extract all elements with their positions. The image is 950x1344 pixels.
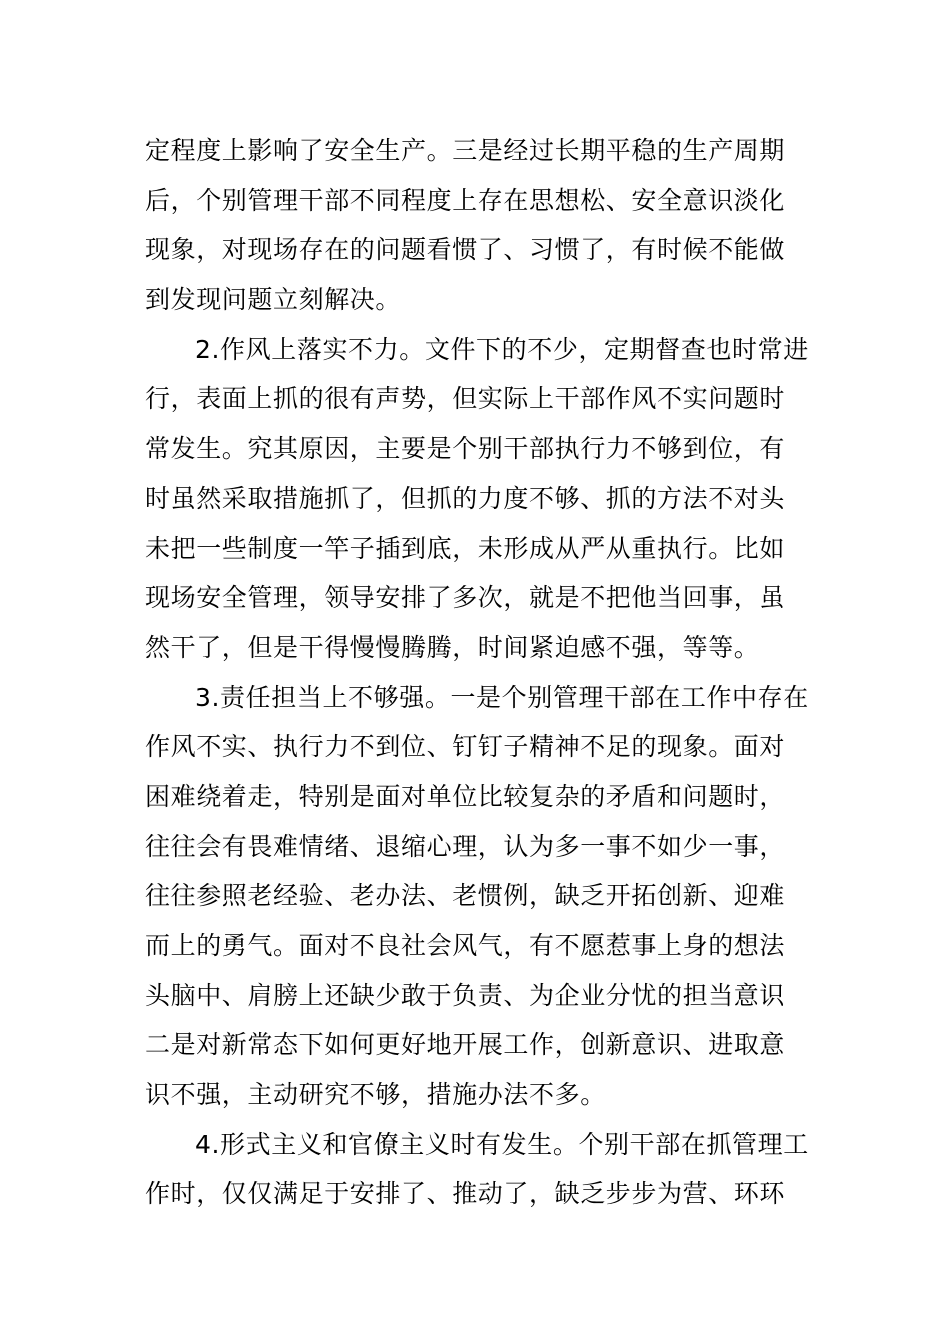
text-line: 往往参照老经验、老办法、老惯例，缺乏开拓创新、迎难 [145,881,786,911]
paragraph-first-line: 4.形式主义和官僚主义时有发生。个别干部在抓管理工 [195,1129,809,1159]
text-line: 而上的勇气。面对不良社会风气，有不愿惹事上身的想法 [145,931,786,960]
text-line: 常发生。究其原因，主要是个别干部执行力不够到位，有 [145,434,786,464]
text-line: 定程度上影响了安全生产。三是经过长期平稳的生产周期 [145,136,786,165]
text-line: 未把一些制度一竿子插到底，未形成从严从重执行。比如 [145,533,786,563]
text-line: 后，个别管理干部不同程度上存在思想松、安全意识淡化 [145,185,786,215]
text-line: 行，表面上抓的很有声势，但实际上干部作风不实问题时 [145,384,786,414]
text-line: 时虽然采取措施抓了，但抓的力度不够、抓的方法不对头 [145,483,786,513]
text-line: 往往会有畏难情绪、退缩心理，认为多一事不如少一事， [145,831,786,861]
text-line: 作时，仅仅满足于安排了、推动了，缺乏步步为营、环环 [145,1179,786,1209]
text-line: 二是对新常态下如何更好地开展工作，创新意识、进取意 [145,1030,786,1060]
body-text [145,126,807,1219]
text-line: 识不强，主动研究不够，措施办法不多。 [145,1080,606,1110]
text-line: 作风不实、执行力不到位、钉钉子精神不足的现象。面对 [145,732,786,762]
text-line: 现场安全管理，领导安排了多次，就是不把他当回事，虽 [145,583,786,613]
text-line: 现象，对现场存在的问题看惯了、习惯了，有时候不能做 [145,235,786,265]
paragraph-first-line: 3.责任担当上不够强。一是个别管理干部在工作中存在 [195,682,809,712]
text-line: 到发现问题立刻解决。 [145,285,402,315]
paragraph-first-line: 2.作风上落实不力。文件下的不少，定期督查也时常进 [195,334,809,364]
text-line: 头脑中、肩膀上还缺少敢于负责、为企业分忧的担当意识 [145,980,786,1010]
text-line: 然干了，但是干得慢慢腾腾，时间紧迫感不强，等等。 [145,632,760,662]
text-line: 困难绕着走，特别是面对单位比较复杂的矛盾和问题时， [145,781,786,811]
